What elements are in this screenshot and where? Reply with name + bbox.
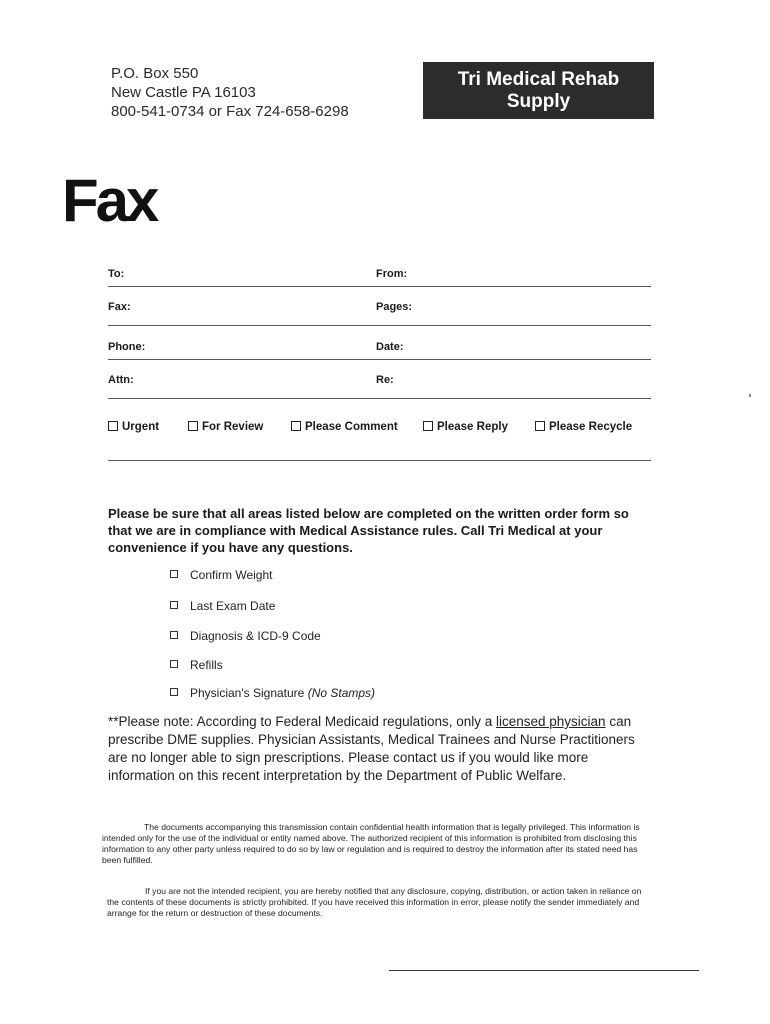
checkbox-label: Please Recycle xyxy=(549,421,633,433)
note-text: can prescribe DME supplies. Physician Assistants, Medical Trainees and Nurse Practitioners are no longer able to sign prescriptions. Please contact us if you would like more information on this recent interpretation by the Department of Public Welfare. xyxy=(108,714,635,783)
checkbox-label: Urgent xyxy=(122,421,160,433)
confidentiality-paragraph: The documents accompanying this transmission contain confidential health information that is legally privileged. This information is intended only for the use of the individual or entity named above. The authorized recipient of this information is prohibited from disclosing this information to any other party unless required to do so by law or regulation and is required to destroy the information after its stated need has been fulfilled. xyxy=(102,822,640,865)
bullet-box-icon xyxy=(170,631,178,639)
checkbox-square-icon xyxy=(108,421,118,431)
checkbox-square-icon xyxy=(423,421,433,431)
requirement-label: Physician's Signature xyxy=(190,686,305,700)
confidentiality-paragraph: If you are not the intended recipient, you are hereby notified that any disclosure, copying, distribution, or action taken in reliance on the contents of these documents is strictly prohibited. If you have received this information in error, please notify the sender immediately and arrange for the return or destruction of these documents. xyxy=(107,886,642,918)
logo-line-1: Tri Medical Rehab xyxy=(457,68,620,90)
bullet-box-icon xyxy=(170,601,178,609)
checkbox-label: For Review xyxy=(202,421,264,433)
address-line-1: P.O. Box 550 xyxy=(111,65,199,82)
divider xyxy=(108,325,651,326)
divider xyxy=(108,359,651,360)
checkbox-label: Please Reply xyxy=(437,421,508,433)
checkbox-please-comment[interactable] xyxy=(291,421,398,433)
requirement-label: Confirm Weight xyxy=(190,568,273,582)
sender-address xyxy=(111,64,349,121)
re-label: Re: xyxy=(376,374,394,386)
checkbox-for-review[interactable] xyxy=(188,421,263,433)
requirement-label: Refills xyxy=(190,658,223,672)
checkbox-urgent[interactable] xyxy=(108,421,159,433)
divider xyxy=(108,398,651,399)
phone-label: Phone: xyxy=(108,341,146,353)
fax-label: Fax: xyxy=(108,301,131,313)
attn-label: Attn: xyxy=(108,374,134,386)
address-line-2: New Castle PA 16103 xyxy=(111,84,256,101)
address-line-3: 800-541-0734 or Fax 724-658-6298 xyxy=(111,103,349,120)
requirement-item xyxy=(170,658,223,672)
company-logo xyxy=(423,62,654,119)
requirement-item xyxy=(170,686,375,700)
pages-label: Pages: xyxy=(376,301,413,313)
checkbox-square-icon xyxy=(188,421,198,431)
divider xyxy=(108,460,651,461)
note-emphasis: licensed physician xyxy=(496,714,606,729)
note-text: **Please note: According to Federal Medicaid regulations, only a xyxy=(108,714,493,729)
to-label: To: xyxy=(108,268,125,280)
requirement-label: Diagnosis & ICD-9 Code xyxy=(190,629,321,643)
requirement-item xyxy=(170,599,275,613)
medicaid-note xyxy=(108,713,654,785)
checkbox-please-recycle[interactable] xyxy=(535,421,632,433)
instructions-paragraph: Please be sure that all areas listed below are completed on the written order form so that we are in compliance with Medical Assistance rules. Call Tri Medical at your convenience if you have any questions. xyxy=(108,506,629,555)
checkbox-please-reply[interactable] xyxy=(423,421,508,433)
bullet-box-icon xyxy=(170,570,178,578)
divider xyxy=(108,286,651,287)
date-label: Date: xyxy=(376,341,404,353)
bullet-box-icon xyxy=(170,688,178,696)
requirement-note: (No Stamps) xyxy=(307,686,376,700)
logo-line-2: Supply xyxy=(506,90,571,112)
scan-speck xyxy=(749,394,751,397)
checkbox-square-icon xyxy=(535,421,545,431)
requirement-item xyxy=(170,629,321,643)
requirement-label: Last Exam Date xyxy=(190,599,276,613)
checkbox-square-icon xyxy=(291,421,301,431)
document-title: Fax xyxy=(62,167,157,234)
signature-line xyxy=(389,970,699,971)
checkbox-label: Please Comment xyxy=(305,421,398,433)
from-label: From: xyxy=(376,268,408,280)
bullet-box-icon xyxy=(170,660,178,668)
requirement-item xyxy=(170,568,272,582)
